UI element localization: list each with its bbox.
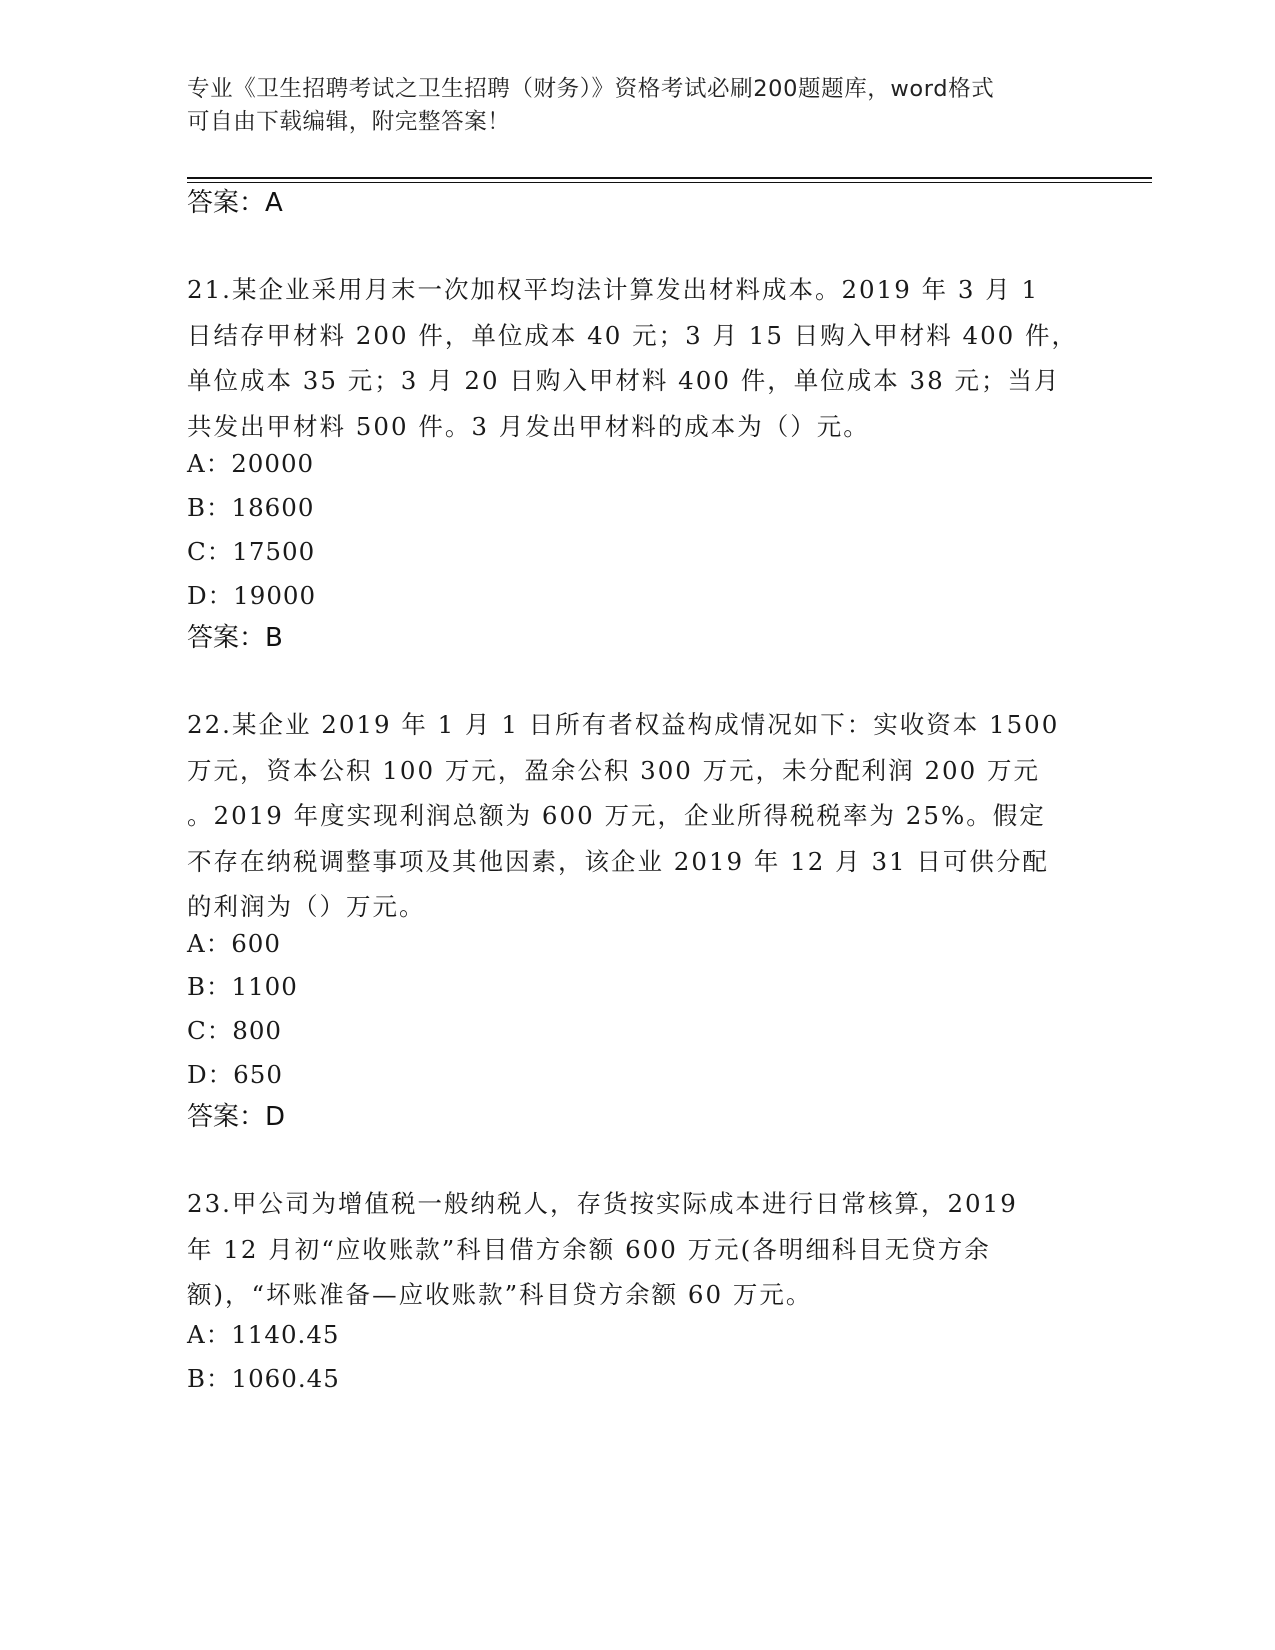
question-21-line-4: 共发出甲材料 500 件。3 月发出甲材料的成本为（）元。 bbox=[187, 411, 870, 441]
question-23-text bbox=[187, 1181, 1018, 1318]
question-23-line-1: 23.甲公司为增值税一般纳税人，存货按实际成本进行日常核算，2019 bbox=[187, 1189, 1018, 1218]
question-22-line-1: 22.某企业 2019 年 1 月 1 日所有者权益构成情况如下：实收资本 1500 bbox=[187, 710, 1060, 739]
question-21-option-d: D：19000 bbox=[187, 581, 317, 610]
question-21-option-a: A：20000 bbox=[187, 449, 315, 478]
header-divider-thick bbox=[187, 177, 1152, 179]
question-21-option-c: C：17500 bbox=[187, 537, 316, 566]
question-22-line-5: 的利润为（）万元。 bbox=[187, 892, 426, 921]
question-21-text bbox=[187, 267, 1078, 449]
question-21-answer: 答案：B bbox=[187, 623, 283, 653]
question-22-option-a: A：600 bbox=[187, 929, 281, 958]
question-23-line-3: 额)，“坏账准备—应收账款”科目贷方余额 60 万元。 bbox=[187, 1280, 813, 1309]
question-21-line-2: 日结存甲材料 200 件，单位成本 40 元；3 月 15 日购入甲材料 400 件， bbox=[187, 320, 1079, 350]
question-22-line-2: 万元，资本公积 100 万元，盈余公积 300 万元，未分配利润 200 万元 bbox=[187, 755, 1041, 785]
question-22-line-4: 不存在纳税调整事项及其他因素，该企业 2019 年 12 月 31 日可供分配 bbox=[187, 846, 1049, 876]
question-22-text bbox=[187, 702, 1059, 930]
question-21-option-b: B：18600 bbox=[187, 493, 315, 522]
previous-answer: 答案：A bbox=[187, 188, 283, 218]
question-21-line-1: 21.某企业采用月末一次加权平均法计算发出材料成本。2019 年 3 月 1 bbox=[187, 275, 1040, 304]
question-23-line-2: 年 12 月初“应收账款”科目借方余额 600 万元(各明细科目无贷方余 bbox=[187, 1234, 991, 1264]
question-22-answer: 答案：D bbox=[187, 1102, 286, 1132]
header-divider-thin bbox=[187, 182, 1152, 183]
question-21-line-3: 单位成本 35 元；3 月 20 日购入甲材料 400 件，单位成本 38 元；当月 bbox=[187, 366, 1061, 395]
question-23-option-b: B：1060.45 bbox=[187, 1364, 340, 1393]
question-22-option-d: D：650 bbox=[187, 1060, 283, 1089]
question-22-line-3: 。2019 年度实现利润总额为 600 万元，企业所得税税率为 25%。假定 bbox=[187, 801, 1046, 830]
header-line-1: 专业《卫生招聘考试之卫生招聘（财务）》资格考试必刷200题题库，word格式 bbox=[187, 76, 995, 102]
question-22-option-c: C：800 bbox=[187, 1016, 283, 1045]
question-22-option-b: B：1100 bbox=[187, 972, 298, 1001]
page-header bbox=[187, 73, 1067, 139]
header-line-2: 可自由下载编辑，附完整答案！ bbox=[187, 109, 511, 135]
question-23-option-a: A：1140.45 bbox=[187, 1320, 340, 1349]
